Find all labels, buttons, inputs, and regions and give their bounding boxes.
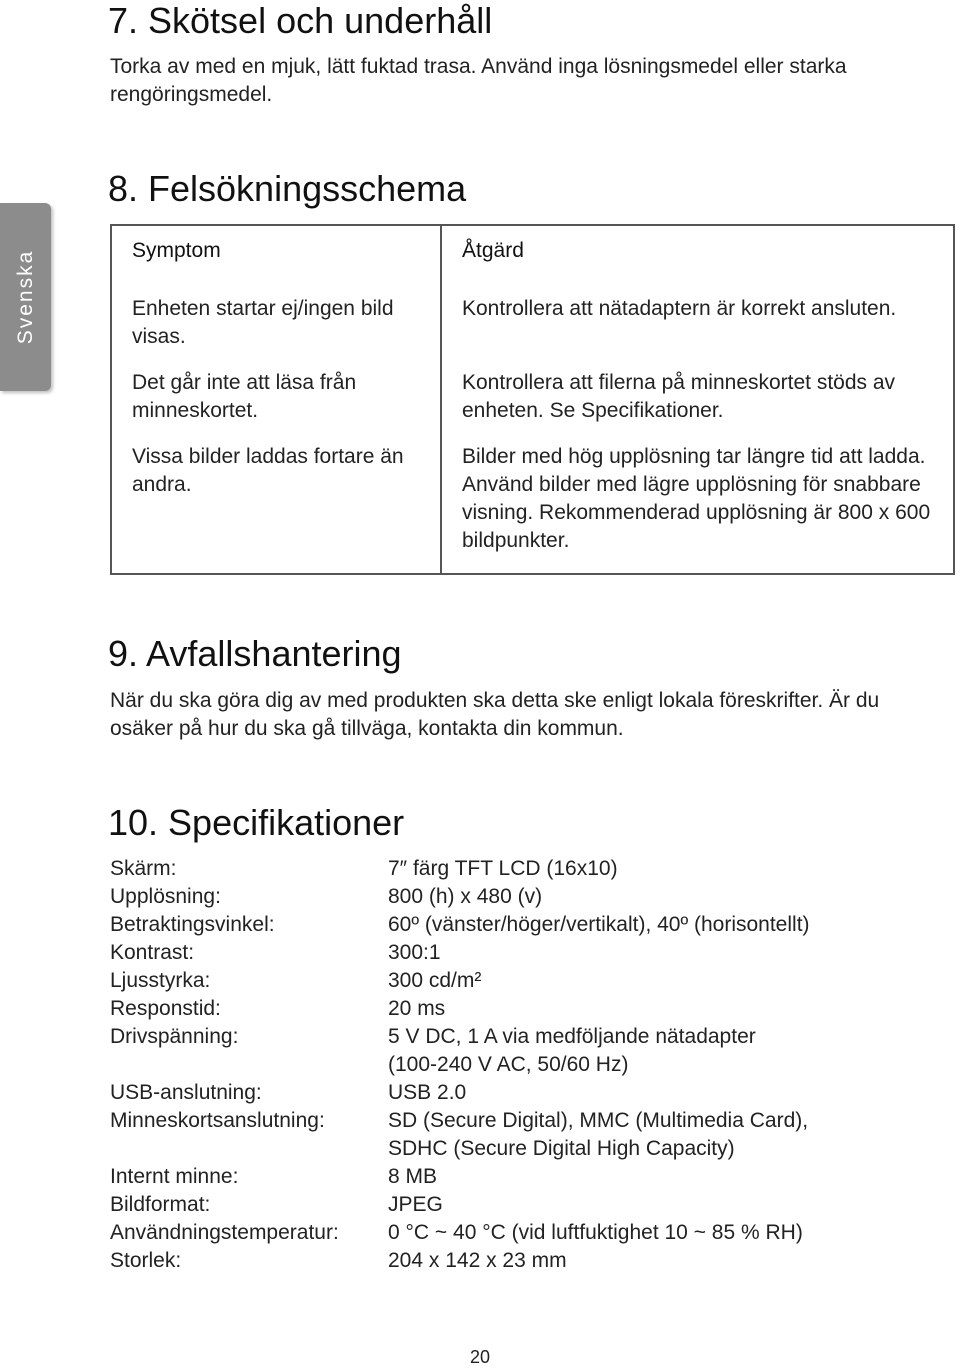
troubleshooting-table (110, 224, 955, 575)
table-row (111, 283, 954, 369)
header-action: Åtgärd (441, 225, 954, 283)
spec-value: (100-240 V AC, 50/60 Hz) (388, 1053, 629, 1076)
spec-value: 204 x 142 x 23 mm (388, 1249, 567, 1272)
spec-row (110, 1219, 810, 1247)
spec-row (110, 1079, 810, 1107)
section-9-text: När du ska göra dig av med produkten ska detta ske enligt lokala föreskrifter. Är du osäker på hur du ska gå tillväga, kontakta din kommun. (110, 689, 880, 740)
spec-row (110, 1135, 810, 1163)
spec-row (110, 911, 810, 939)
spec-row (110, 883, 810, 911)
spec-row (110, 939, 810, 967)
symptom-cell: Vissa bilder laddas fortare än andra. (111, 443, 441, 574)
spec-value: 0 °C ~ 40 °C (vid luftfuktighet 10 ~ 85 % RH) (388, 1221, 803, 1244)
spec-row (110, 967, 810, 995)
spec-label (110, 1135, 388, 1163)
spec-row (110, 1163, 810, 1191)
table-row (111, 369, 954, 443)
spec-label: Storlek: (110, 1249, 182, 1272)
spec-row (110, 1247, 810, 1275)
spec-label: USB-anslutning: (110, 1081, 262, 1104)
spec-value: 300 cd/m² (388, 969, 482, 992)
table-header-row (111, 225, 954, 283)
spec-label: Minneskortsanslutning: (110, 1109, 325, 1132)
section-9-title: 9. Avfallshantering (108, 633, 402, 674)
spec-row (110, 1023, 810, 1051)
spec-row (110, 995, 810, 1023)
action-cell: Bilder med hög upplösning tar längre tid att ladda. Använd bilder med lägre upplösning för snabbare visning. Rekommenderad upplösning är 800 x 600 bildpunkter. (441, 443, 954, 574)
spec-label: Skärm: (110, 857, 177, 880)
action-cell: Kontrollera att nätadaptern är korrekt ansluten. (441, 283, 954, 369)
language-tab (0, 203, 51, 391)
spec-value: 60º (vänster/höger/vertikalt), 40º (horisontellt) (388, 913, 810, 936)
spec-row (110, 855, 810, 883)
spec-value: 20 ms (388, 997, 446, 1020)
section-10-title: 10. Specifikationer (108, 802, 405, 843)
spec-row (110, 1107, 810, 1135)
spec-label: Användningstemperatur: (110, 1221, 339, 1244)
symptom-cell: Enheten startar ej/ingen bild visas. (111, 283, 441, 369)
spec-value: 7″ färg TFT LCD (16x10) (388, 857, 618, 880)
page-number: 20 (469, 1347, 491, 1367)
section-8-title: 8. Felsökningsschema (108, 168, 467, 209)
table-row (111, 443, 954, 574)
spec-label: Responstid: (110, 997, 221, 1020)
spec-value: SDHC (Secure Digital High Capacity) (388, 1137, 735, 1160)
language-tab-label: Svenska (13, 249, 37, 345)
spec-label: Betraktingsvinkel: (110, 913, 275, 936)
spec-value: 800 (h) x 480 (v) (388, 885, 543, 908)
spec-value: JPEG (388, 1193, 443, 1216)
spec-label: Bildformat: (110, 1193, 211, 1216)
spec-label (110, 1051, 388, 1079)
symptom-cell: Det går inte att läsa från minneskortet. (111, 369, 441, 443)
section-7-text: Torka av med en mjuk, lätt fuktad trasa. Använd inga lösningsmedel eller starka rengöringsmedel. (110, 55, 847, 106)
specifications-list (110, 855, 810, 1275)
spec-value: USB 2.0 (388, 1081, 467, 1104)
section-7-title: 7. Skötsel och underhåll (108, 0, 493, 41)
spec-value: SD (Secure Digital), MMC (Multimedia Card), (388, 1109, 809, 1132)
spec-label: Upplösning: (110, 885, 221, 908)
spec-row (110, 1191, 810, 1219)
spec-value: 8 MB (388, 1165, 438, 1188)
spec-label: Kontrast: (110, 941, 195, 964)
spec-row (110, 1051, 810, 1079)
header-symptom: Symptom (111, 225, 441, 283)
action-cell: Kontrollera att filerna på minneskortet stöds av enheten. Se Specifikationer. (441, 369, 954, 443)
spec-label: Drivspänning: (110, 1025, 239, 1048)
spec-value: 5 V DC, 1 A via medföljande nätadapter (388, 1025, 756, 1048)
spec-label: Internt minne: (110, 1165, 239, 1188)
spec-label: Ljusstyrka: (110, 969, 211, 992)
spec-value: 300:1 (388, 941, 441, 964)
